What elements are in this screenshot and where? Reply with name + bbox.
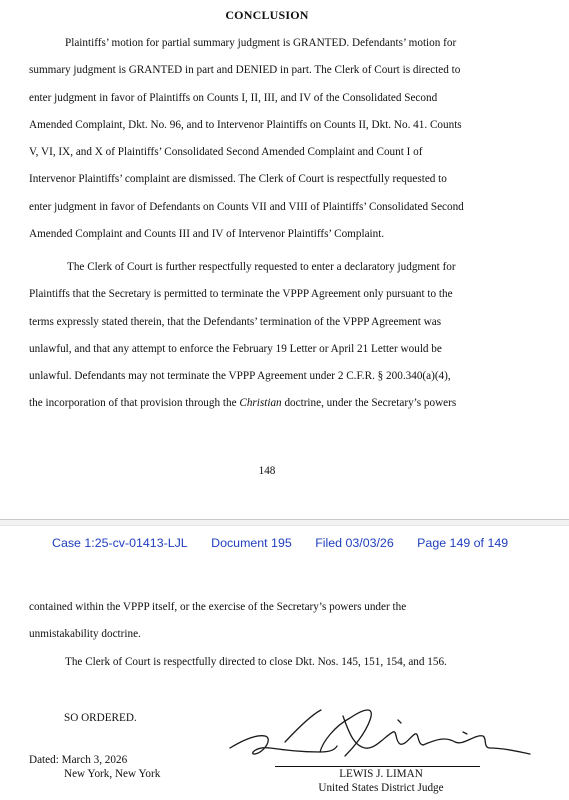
text-line: The Clerk of Court is further respectfully requested to enter a declaratory judgment for (67, 261, 456, 273)
filed-date: Filed 03/03/26 (315, 536, 394, 550)
text-line: Amended Complaint and Counts III and IV of Intervenor Plaintiffs’ Complaint. (29, 228, 385, 241)
paragraph-2 (29, 254, 507, 418)
continued-paragraph (29, 594, 507, 676)
text-line: unlawful. Defendants may not terminate the VPPP Agreement under 2 C.F.R. § 200.340(a)(4), (29, 370, 451, 383)
text-line: enter judgment in favor of Plaintiffs on Counts I, II, III, and IV of the Consolidated Second (29, 91, 438, 104)
text-line: enter judgment in favor of Defendants on Counts VII and VIII of Plaintiffs’ Consolidated Second (29, 200, 464, 213)
case-number: Case 1:25-cv-01413-LJL (52, 536, 188, 550)
signature-line (275, 766, 480, 767)
judge-name: LEWIS J. LIMAN (339, 768, 423, 780)
page-count: Page 149 of 149 (417, 536, 509, 550)
text-line: unmistakability doctrine. (29, 628, 141, 641)
text-line: Intervenor Plaintiffs’ complaint are dismissed. The Clerk of Court is respectfully requested to (29, 173, 447, 186)
dated-block (29, 753, 160, 781)
judge-block (275, 768, 487, 795)
text-line: Amended Complaint, Dkt. No. 96, and to Intervenor Plaintiffs on Counts II, Dkt. No. 41. Counts (29, 118, 462, 131)
judge-signature (225, 696, 535, 766)
page-149 (0, 524, 569, 800)
document-number: Document 195 (211, 536, 292, 550)
text-line: the incorporation of that provision through the Christian doctrine, under the Secretary’s powers (29, 397, 457, 410)
text-line: unlawful, and that any attempt to enforce the February 19 Letter or April 21 Letter would be (29, 342, 442, 355)
text-line: contained within the VPPP itself, or the exercise of the Secretary’s powers under the (29, 601, 407, 613)
so-ordered: SO ORDERED. (64, 712, 137, 724)
ecf-header (52, 536, 552, 550)
text-line: summary judgment is GRANTED in part and DENIED in part. The Clerk of Court is directed to (29, 64, 461, 77)
city-line: New York, New York (64, 768, 161, 780)
judge-title: United States District Judge (318, 781, 444, 794)
text-line: Plaintiffs’ motion for partial summary judgment is GRANTED. Defendants’ motion for (65, 37, 457, 49)
text-line: Plaintiffs that the Secretary is permitted to terminate the VPPP Agreement only pursuant to the (29, 288, 453, 301)
page-number: 148 (258, 465, 276, 477)
text-line: V, VI, IX, and X of Plaintiffs’ Consolidated Second Amended Complaint and Count I of (29, 146, 423, 159)
section-heading: CONCLUSION (225, 8, 309, 22)
dated-line: Dated: March 3, 2026 (29, 754, 128, 766)
text-line: terms expressly stated therein, that the Defendants’ termination of the VPPP Agreement was (29, 315, 442, 328)
paragraph-1 (29, 30, 507, 248)
text-line: The Clerk of Court is respectfully directed to close Dkt. Nos. 145, 151, 154, and 156. (65, 655, 447, 668)
